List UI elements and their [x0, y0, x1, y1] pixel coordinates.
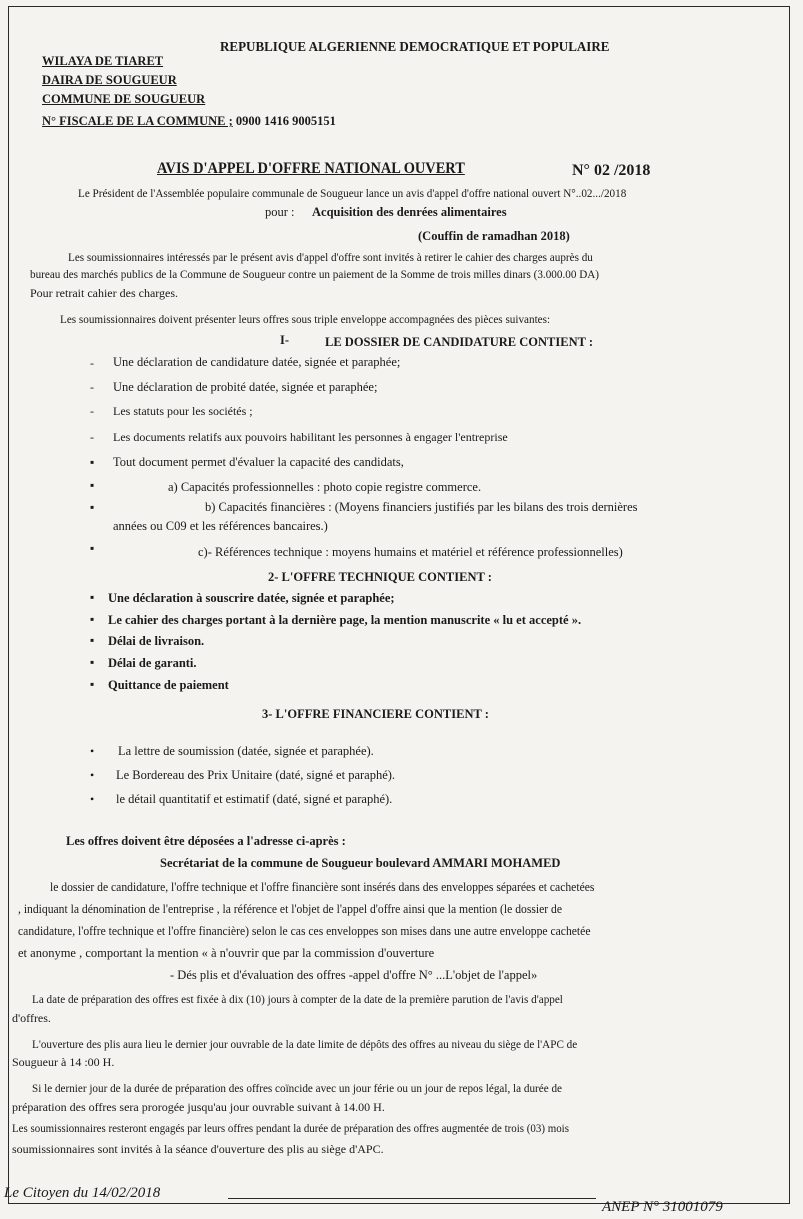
dash-bullet: - [90, 430, 94, 444]
s1-item-2: Une déclaration de probité datée, signée et paraphée; [113, 380, 378, 394]
bullet-dot: • [90, 744, 95, 758]
square-bullet: ▪ [90, 655, 95, 669]
s1-item-4: Les documents relatifs aux pouvoirs habilitant les personnes à engager l'entreprise [113, 430, 508, 444]
s2-item-1: Une déclaration à souscrire datée, signée et paraphée; [108, 591, 395, 605]
retrait-line-2: bureau des marchés publics de la Commune de Sougueur contre un paiement de la Somme de trois milles dinars (3.000.00 DA) [30, 267, 600, 281]
fiscal-value: 0900 1416 9005151 [235, 114, 336, 128]
section3-title: 3- L'OFFRE FINANCIERE CONTIENT : [262, 707, 489, 721]
s1-item-9: c)- Références technique : moyens humains et matériel et référence professionnelles) [198, 545, 623, 559]
depot-p3: candidature, l'offre technique et l'offre financière) selon le cas ces enveloppes son mises dans une autre enveloppe cachetée [18, 924, 591, 938]
closing-e1: Les soumissionnaires resteront engagés par leurs offres pendant la durée de préparation des offres augmentée de trois (03) mois [12, 1121, 569, 1135]
retrait-line-3: Pour retrait cahier des charges. [30, 286, 179, 300]
fiscal-number [42, 114, 336, 129]
s3-item-3: le détail quantitatif et estimatif (daté, signé et paraphé). [116, 792, 393, 806]
section1-number: I- [280, 333, 290, 347]
square-bullet: ▪ [90, 500, 95, 514]
s1-item-5: Tout document permet d'évaluer la capacité des candidats, [113, 455, 404, 469]
retrait-line-1: Les soumissionnaires intéressés par le présent avis d'appel d'offre sont invités à retirer le cahier des charges auprès du [68, 250, 593, 264]
closing-f1: Si le dernier jour de la durée de préparation des offres coïncide avec un jour férie ou un jour de repos légal, la durée de [32, 1081, 562, 1095]
bullet-dot: • [90, 768, 95, 782]
footer-publication: Le Citoyen du 14/02/2018 [4, 1185, 161, 1201]
section1-title: LE DOSSIER DE CANDIDATURE CONTIENT : [325, 335, 593, 349]
square-bullet: ▪ [90, 633, 95, 647]
daira-label: DAIRA DE SOUGUEUR [42, 73, 177, 87]
s1-item-1: Une déclaration de candidature datée, signée et paraphée; [113, 355, 401, 369]
closing-f2: préparation des offres sera prorogée jusqu'au jour ouvrable suivant à 14.00 H. [12, 1100, 385, 1114]
document-title: AVIS D'APPEL D'OFFRE NATIONAL OUVERT [157, 160, 465, 177]
intro-line: Le Président de l'Assemblée populaire communale de Sougueur lance un avis d'appel d'offre national ouvert N°..02.../2018 [78, 186, 627, 200]
closing-d1: La date de préparation des offres est fixée à dix (10) jours à compter de la date de la première parution de l'avis d'appel [32, 992, 563, 1006]
square-bullet: ▪ [90, 612, 95, 626]
s2-item-4: Délai de garanti. [108, 656, 197, 670]
square-bullet: ▪ [90, 590, 95, 604]
dash-bullet: - [90, 380, 94, 394]
depot-address: Secrétariat de la commune de Sougueur boulevard AMMARI MOHAMED [160, 856, 561, 870]
footer-anep: ANEP N° 31001079 [602, 1199, 723, 1215]
tender-object-sub: (Couffin de ramadhan 2018) [418, 229, 570, 243]
square-bullet: ▪ [90, 478, 95, 492]
square-bullet: ▪ [90, 455, 95, 469]
footer-rule [228, 1198, 596, 1199]
s2-item-5: Quittance de paiement [108, 678, 229, 692]
closing-d2: d'offres. [12, 1011, 51, 1025]
s3-item-1: La lettre de soumission (datée, signée et paraphée). [118, 744, 374, 758]
wilaya-label: WILAYA DE TIARET [42, 54, 164, 68]
offres-intro: Les soumissionnaires doivent présenter leurs offres sous triple enveloppe accompagnées des pièces suivantes: [60, 312, 551, 326]
closing-o1: L'ouverture des plis aura lieu le dernier jour ouvrable de la date limite de dépôts des offres au niveau du siège de l'APC de [32, 1037, 578, 1051]
depot-line: Les offres doivent être déposées a l'adresse ci-après : [66, 834, 346, 848]
s2-item-3: Délai de livraison. [108, 634, 205, 648]
bullet-dot: • [90, 792, 95, 806]
tender-object: Acquisition des denrées alimentaires [312, 205, 507, 219]
depot-p2: , indiquant la dénomination de l'entreprise , la référence et l'objet de l'appel d'offre ainsi que la mention (le dossier de [18, 902, 563, 916]
tender-number: N° 02 /2018 [572, 162, 651, 179]
s2-item-2: Le cahier des charges portant à la dernière page, la mention manuscrite « lu et accepté ». [108, 613, 582, 627]
square-bullet: ▪ [90, 677, 95, 691]
s1-item-7: b) Capacités financières : (Moyens financiers justifiés par les bilans des trois dernières [205, 500, 638, 514]
fiscal-label: N° FISCALE DE LA COMMUNE ; [42, 114, 233, 128]
s1-item-6: a) Capacités professionnelles : photo copie registre commerce. [168, 480, 482, 494]
depot-p4: et anonyme , comportant la mention « à n'ouvrir que par la commission d'ouverture [18, 946, 435, 960]
square-bullet: ▪ [90, 541, 95, 555]
commune-label: COMMUNE DE SOUGUEUR [42, 92, 206, 106]
s1-item-3: Les statuts pour les sociétés ; [113, 404, 253, 418]
s3-item-2: Le Bordereau des Prix Unitaire (daté, signé et paraphé). [116, 768, 396, 782]
section2-title: 2- L'OFFRE TECHNIQUE CONTIENT : [268, 570, 492, 584]
closing-e2: soumissionnaires sont invités à la séance d'ouverture des plis au siège d'APC. [12, 1142, 384, 1156]
depot-p1: le dossier de candidature, l'offre technique et l'offre financière sont insérés dans des enveloppes séparées et cachetées [50, 880, 595, 894]
depot-p5: - Dés plis et d'évaluation des offres -appel d'offre N° ...L'objet de l'appel» [170, 968, 538, 982]
dash-bullet: - [90, 404, 94, 418]
pour-label: pour : [265, 205, 295, 219]
closing-o2: Sougueur à 14 :00 H. [12, 1055, 115, 1069]
republic-heading: REPUBLIQUE ALGERIENNE DEMOCRATIQUE ET POPULAIRE [220, 40, 610, 55]
s1-item-8: années ou C09 et les références bancaires.) [113, 519, 328, 533]
dash-bullet: - [90, 356, 94, 370]
